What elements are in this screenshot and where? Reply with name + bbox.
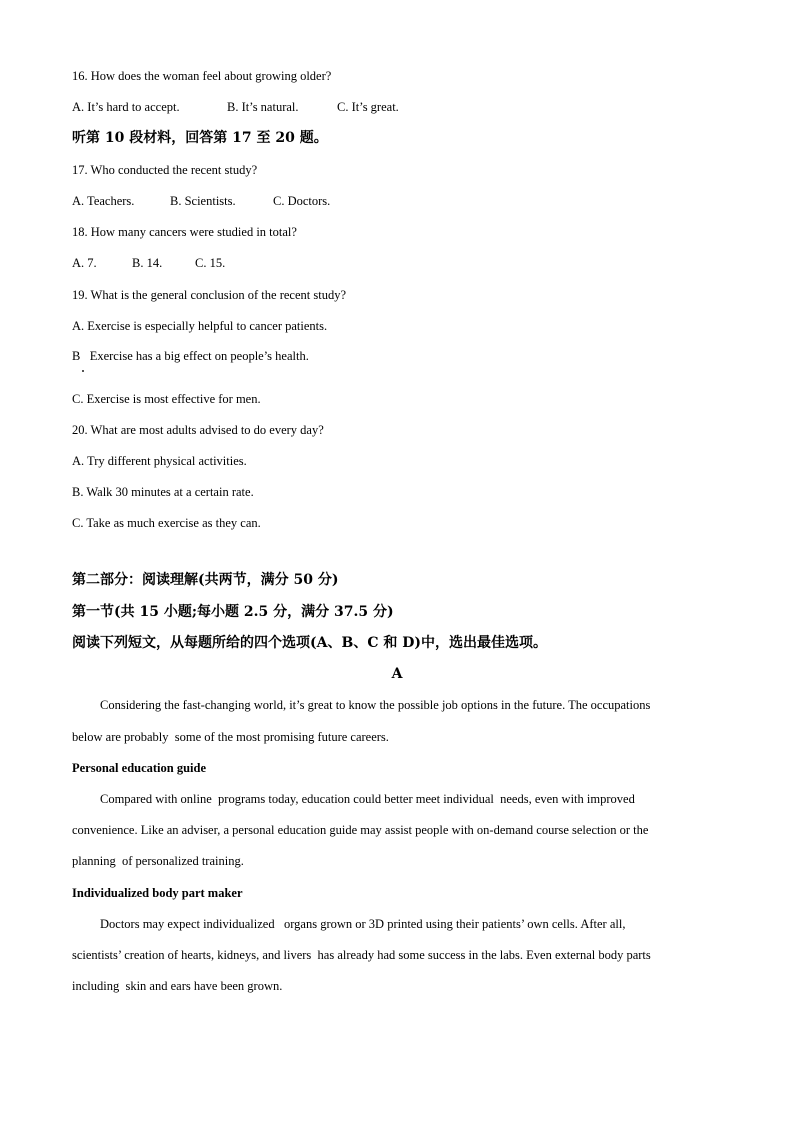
option-a: A. 7. xyxy=(72,256,97,270)
option-a: A. It’s hard to accept. xyxy=(72,100,180,114)
intro-line: below are probably some of the most promising future careers. xyxy=(72,730,389,744)
option-b: B. Scientists. xyxy=(170,194,236,208)
paragraph-line: convenience. Like an adviser, a personal education guide may assist people with on-demand course selection or the xyxy=(72,823,649,837)
option-b: B. It’s natural. xyxy=(227,100,299,114)
stray-dot xyxy=(82,370,84,372)
intro-line: Considering the fast-changing world, it’s great to know the possible job options in the future. The occupations xyxy=(100,698,651,712)
option-b: B. 14. xyxy=(132,256,163,270)
paragraph-line: including skin and ears have been grown. xyxy=(72,979,283,993)
question-18-options xyxy=(72,255,225,271)
section-heading: Personal education guide xyxy=(72,761,207,775)
question-17-options xyxy=(72,193,330,209)
question-20: 20. What are most adults advised to do every day? xyxy=(72,423,324,437)
question-18: 18. How many cancers were studied in total? xyxy=(72,225,297,239)
question-16-options xyxy=(72,99,399,115)
paragraph-line: Compared with online programs today, education could better meet individual needs, even with improved xyxy=(100,792,635,806)
section-header: 听第 10 段材料，回答第 17 至 20 题。 xyxy=(72,130,328,146)
paragraph-line: scientists’ creation of hearts, kidneys, and livers has already had some success in the labs. Even external body parts xyxy=(72,948,651,962)
option-c: C. Take as much exercise as they can. xyxy=(72,516,261,530)
option-b: B Exercise has a big effect on people’s health. xyxy=(72,349,309,363)
option-a: A. Try different physical activities. xyxy=(72,454,247,468)
instruction: 阅读下列短文，从每题所给的四个选项(A、B、C 和 D)中，选出最佳选项。 xyxy=(72,635,547,651)
option-c: C. Exercise is most effective for men. xyxy=(72,392,261,406)
option-c: C. 15. xyxy=(195,256,226,270)
option-c: C. It’s great. xyxy=(337,100,399,114)
option-b: B. Walk 30 minutes at a certain rate. xyxy=(72,485,254,499)
paragraph-line: Doctors may expect individualized organs grown or 3D printed using their patients’ own cells. After all, xyxy=(100,917,626,931)
question-19: 19. What is the general conclusion of the recent study? xyxy=(72,288,346,302)
section-heading: Individualized body part maker xyxy=(72,886,243,900)
question-17: 17. Who conducted the recent study? xyxy=(72,163,258,177)
option-a: A. Exercise is especially helpful to cancer patients. xyxy=(72,319,328,333)
section-title: 第一节(共 15 小题;每小题 2.5 分，满分 37.5 分) xyxy=(72,604,394,620)
option-c: C. Doctors. xyxy=(273,194,331,208)
question-16: 16. How does the woman feel about growing older? xyxy=(72,69,332,83)
option-a: A. Teachers. xyxy=(72,194,135,208)
paragraph-line: planning of personalized training. xyxy=(72,854,244,868)
passage-label: A xyxy=(391,666,403,682)
part-title: 第二部分：阅读理解(共两节，满分 50 分) xyxy=(72,572,339,588)
